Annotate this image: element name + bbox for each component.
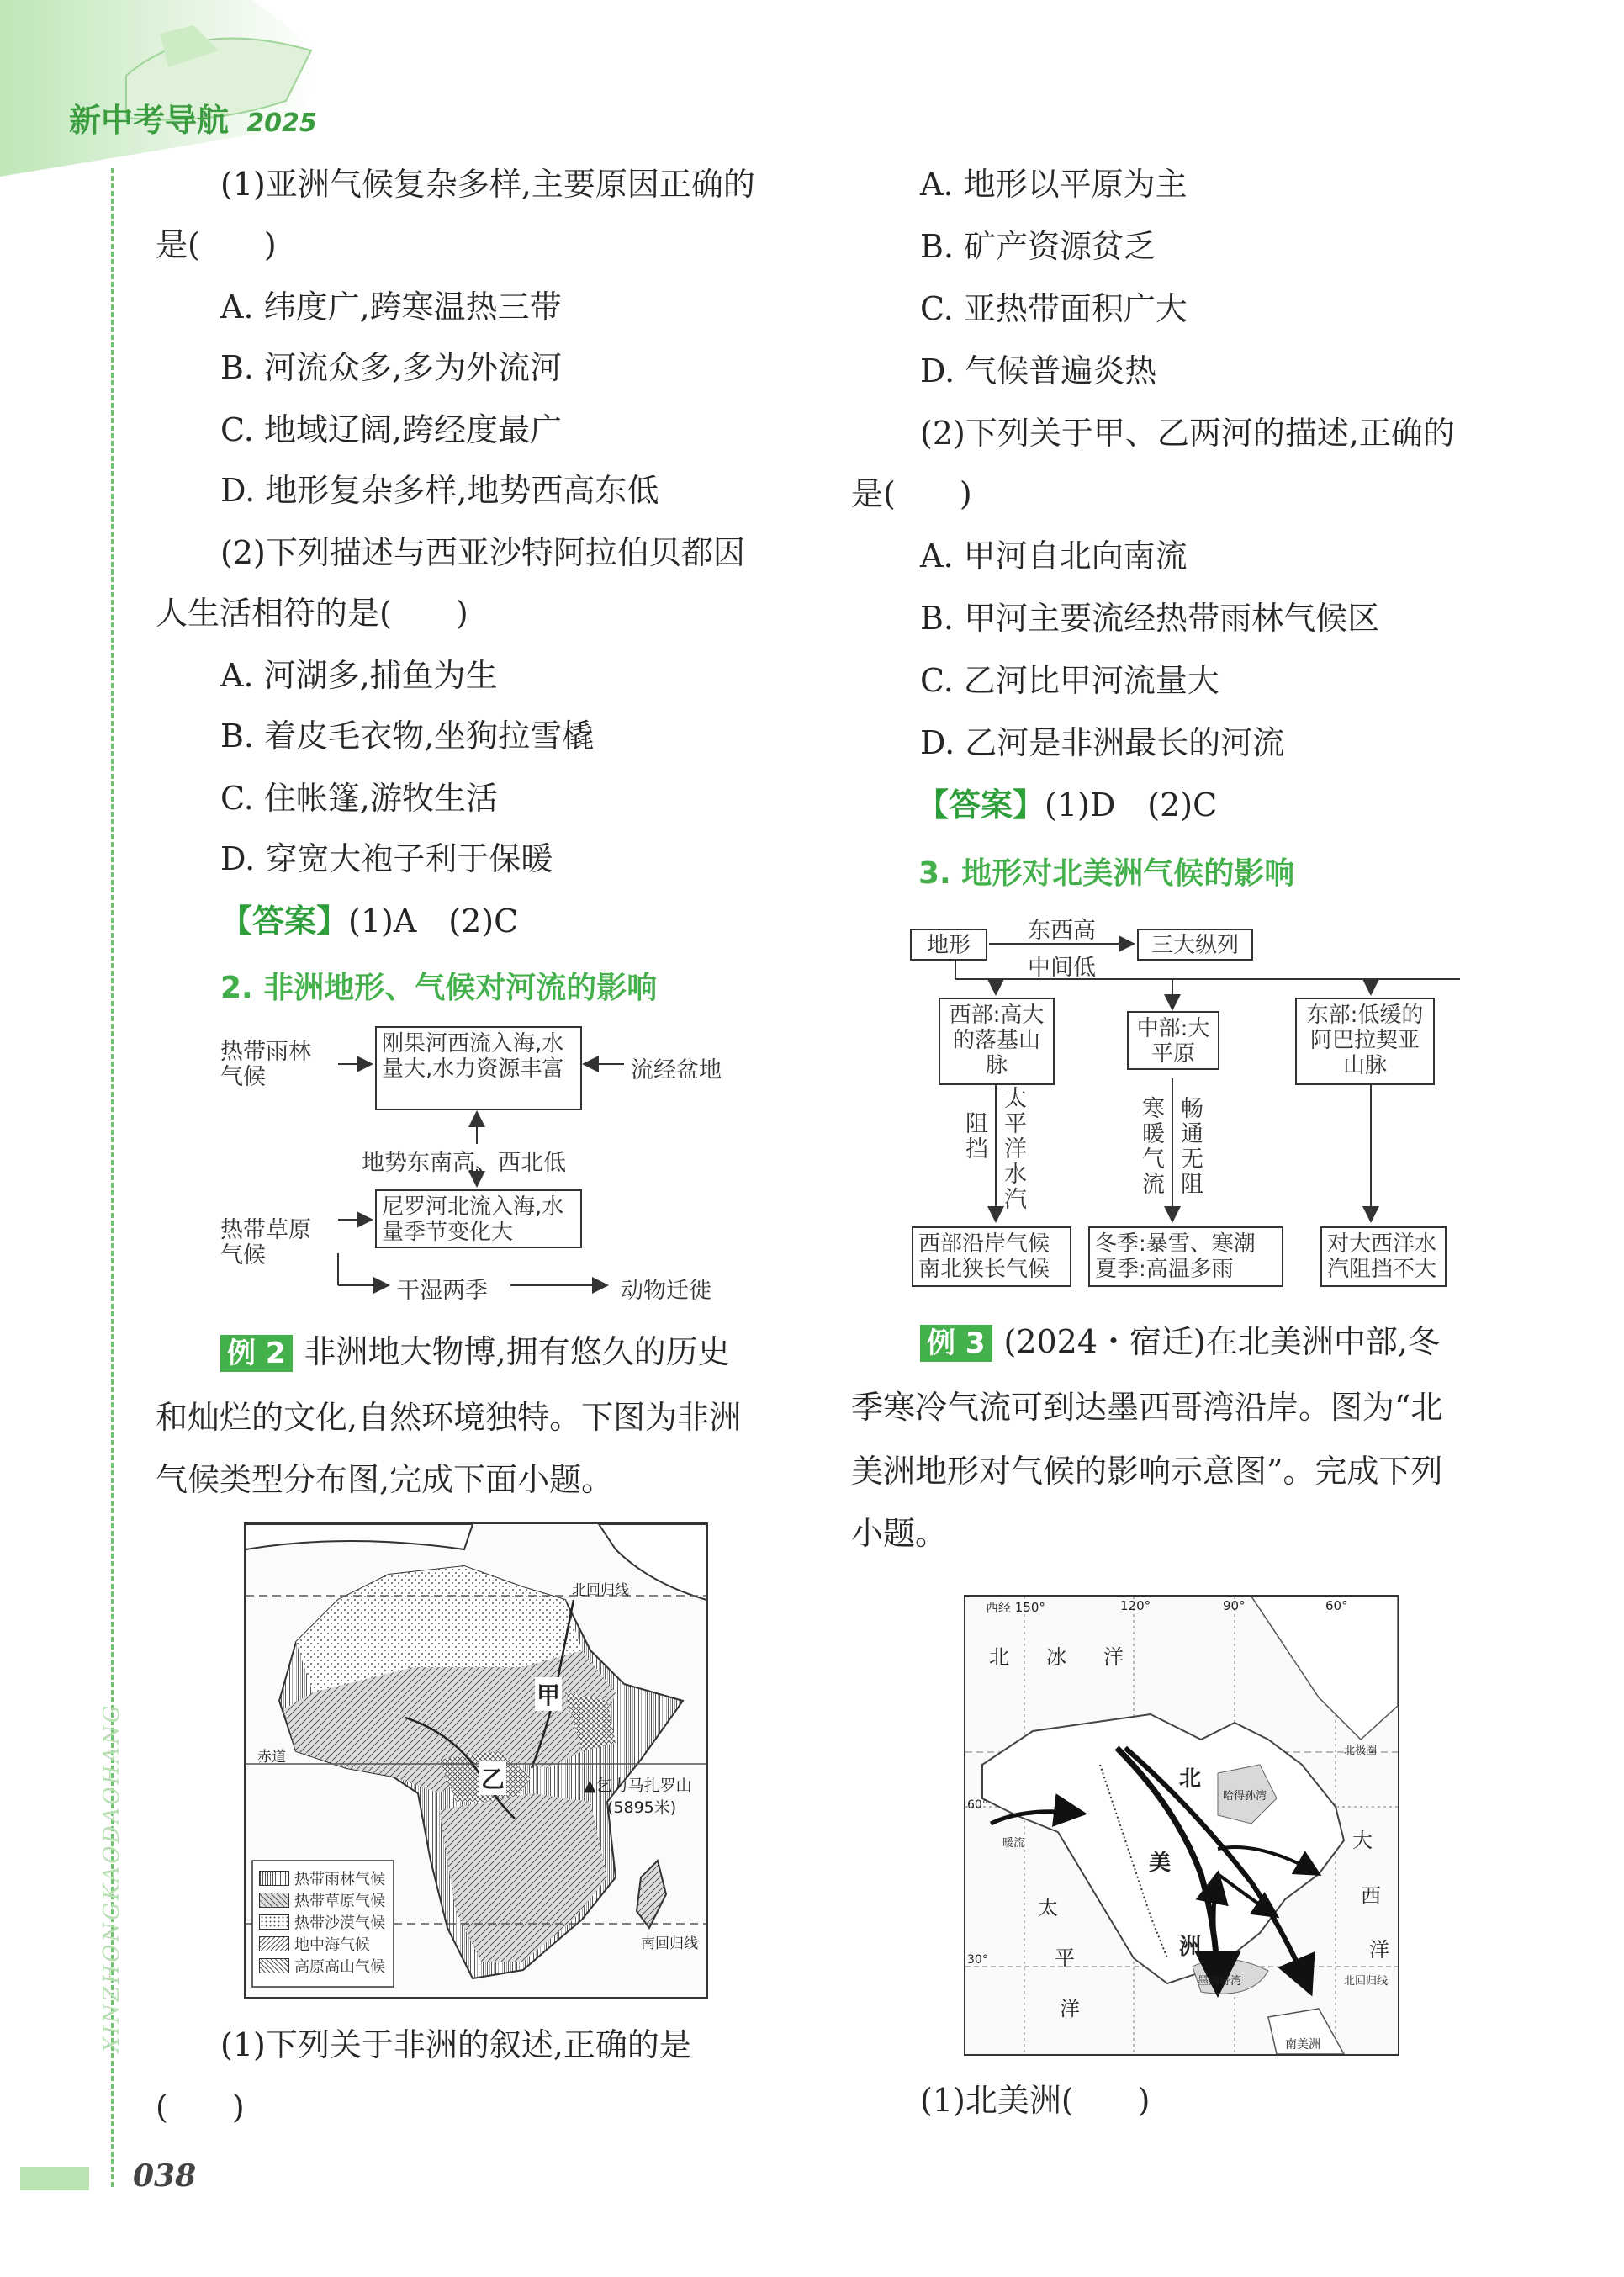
na-pacific-1: 太: [1038, 1896, 1058, 1920]
legend-swatch-hatch: [259, 1893, 289, 1908]
fc2-nile-box: 尼罗河北流入海,水量季节变化大: [375, 1189, 582, 1248]
fc3-middle-result-box: [1088, 1226, 1283, 1287]
header-year: 2025: [246, 109, 317, 138]
africa-tropic-north: 北回归线: [572, 1582, 629, 1599]
ship-banner-graphic: [0, 0, 353, 177]
na-lon90: 90°: [1223, 1598, 1246, 1613]
fc3-three-belts-box: 三大纵列: [1137, 929, 1253, 961]
fc2-dry-wet: 干湿两季: [397, 1278, 488, 1304]
right-q3-option-b: B. 矿产资源贫乏: [920, 228, 1156, 265]
right-answer-text: (1)D (2)C: [1045, 786, 1218, 823]
left-answer-tag: 【答案】: [220, 902, 349, 940]
left-q2-option-d: D. 穿宽大袍子利于保暖: [220, 840, 553, 877]
right-answer: [917, 786, 1217, 824]
right-q4-option-d: D. 乙河是非洲最长的河流: [920, 724, 1285, 761]
legend-rainforest: [259, 1867, 385, 1889]
legend-swatch-grid: [259, 1958, 289, 1973]
left-q1-option-c: C. 地域辽阔,跨经度最广: [220, 411, 562, 448]
left-q2-line1: (2)下列描述与西亚沙特阿拉伯贝都因: [220, 534, 745, 571]
legend-swatch-diag: [259, 1936, 289, 1951]
example2-text-1: 非洲地大物博,拥有悠久的历史: [304, 1333, 730, 1370]
left-q2-option-c: C. 住帐篷,游牧生活: [220, 780, 498, 817]
africa-kilimanjaro: ▲乞力马扎罗山: [584, 1777, 692, 1795]
left-q2-line2: 人生活相符的是( ): [156, 595, 468, 632]
na-arctic-circle: 北极圈: [1344, 1745, 1378, 1757]
left-section2-title: 2. 非洲地形、气候对河流的影响: [220, 971, 658, 1005]
example2-line2: 和灿烂的文化,自然环境独特。下图为非洲: [156, 1399, 742, 1436]
africa-climate-map: [244, 1522, 708, 1999]
right-q3-option-d: D. 气候普遍炎热: [920, 352, 1157, 389]
north-america-map: [964, 1595, 1399, 2056]
left-answer: [220, 902, 518, 940]
right-q4-option-a: A. 甲河自北向南流: [920, 537, 1188, 575]
fc3-pacific-vapor: 太平洋水汽: [1004, 1086, 1027, 1213]
flowchart-north-america: [905, 910, 1527, 1297]
fc2-congo-box: 刚果河西流入海,水量大,水力资源丰富: [375, 1026, 582, 1110]
africa-kilimanjaro-height: (5895米): [607, 1798, 677, 1817]
right-q3-option-a: A. 地形以平原为主: [920, 166, 1188, 203]
left-q1-line1: (1)亚洲气候复杂多样,主要原因正确的: [220, 166, 755, 203]
na-pacific-3: 洋: [1060, 1997, 1080, 2020]
example2-line1: [220, 1332, 730, 1372]
fc3-summer: 夏季:高温多雨: [1095, 1257, 1234, 1282]
right-answer-tag: 【答案】: [917, 786, 1045, 823]
na-hudson-bay: 哈得孙湾: [1223, 1790, 1267, 1803]
africa-legend: [259, 1867, 385, 1977]
legend-label: 热带雨林气候: [294, 1871, 385, 1888]
legend-swatch-vertical: [259, 1871, 289, 1886]
na-atlantic-3: 洋: [1369, 1938, 1389, 1962]
right-q4-option-b: B. 甲河主要流经热带雨林气候区: [920, 600, 1380, 637]
left-q1-line2: 是( ): [156, 226, 277, 263]
right-section3-title: 3. 地形对北美洲气候的影响: [918, 856, 1295, 891]
left-answer-text: (1)A (2)C: [348, 903, 519, 940]
legend-label: 热带草原气候: [294, 1893, 385, 1910]
fc2-migration: 动物迁徙: [621, 1278, 711, 1304]
na-atlantic-2: 西: [1361, 1884, 1381, 1908]
right-q4-option-c: C. 乙河比甲河流量大: [920, 662, 1219, 699]
legend-highland: [259, 1955, 385, 1977]
header-brand-text: 新中考导航: [69, 102, 230, 139]
legend-label: 热带沙漠气候: [294, 1914, 385, 1932]
left-q2-option-b: B. 着皮毛衣物,坐狗拉雪橇: [220, 718, 595, 755]
africa-river-jia: 甲: [535, 1677, 562, 1711]
example3-line2: 季寒冷气流可到达墨西哥湾沿岸。图为“北: [851, 1389, 1443, 1426]
header-brand: [69, 94, 317, 140]
right-q5: (1)北美洲( ): [920, 2082, 1151, 2119]
na-lon120: 120°: [1120, 1598, 1151, 1613]
na-arctic-1: 北: [989, 1645, 1009, 1669]
na-map-graphic: [965, 1597, 1398, 2054]
fc3-terrain-box: 地形: [910, 929, 987, 961]
fc3-west-box: 西部:高大的落基山脉: [939, 998, 1055, 1085]
example3-tag: 例 3: [920, 1325, 992, 1362]
africa-river-yi: 乙: [479, 1761, 506, 1795]
fc3-middle-box: 中部:大平原: [1127, 1011, 1219, 1070]
right-q4-line1: (2)下列关于甲、乙两河的描述,正确的: [920, 415, 1455, 452]
fc3-east-box: 东部:低缓的阿巴拉契亚山脉: [1295, 998, 1435, 1085]
fc3-east-result-box: 对大西洋水汽阻挡不大: [1320, 1226, 1447, 1287]
left-q1-option-d: D. 地形复杂多样,地势西高东低: [220, 472, 659, 509]
flowchart-africa: [220, 1018, 759, 1304]
example3-line3: 美洲地形对气候的影响示意图”。完成下列: [851, 1453, 1443, 1490]
left-q3-line2: ( ): [156, 2089, 245, 2126]
na-warm-current: 暖流: [1002, 1837, 1025, 1850]
fc3-west-result-box: 西部沿岸气候南北狭长气候: [912, 1226, 1071, 1287]
na-continent-1: 北: [1179, 1766, 1202, 1792]
fc3-block: 阻挡: [965, 1111, 988, 1162]
na-continent-3: 洲: [1179, 1935, 1202, 1960]
side-vertical-text: XINZHONGKAODAOHANG: [99, 1702, 124, 2052]
left-q2-option-a: A. 河湖多,捕鱼为生: [220, 657, 498, 694]
legend-label: 地中海气候: [294, 1936, 370, 1954]
legend-mediterranean: [259, 1933, 385, 1955]
fc2-rainforest: 热带雨林气候: [220, 1039, 311, 1090]
header-banner: [0, 0, 353, 177]
legend-swatch-dots: [259, 1914, 289, 1930]
fc3-unobstructed: 畅通无阻: [1181, 1096, 1203, 1198]
legend-savanna: [259, 1889, 385, 1911]
africa-equator: 赤道: [257, 1749, 286, 1766]
na-lat30: 30°: [967, 1953, 988, 1967]
na-gulf-mexico: 墨西哥湾: [1198, 1975, 1242, 1988]
na-continent-2: 美: [1149, 1851, 1172, 1876]
page-number: 038: [133, 2158, 197, 2194]
fc3-cold-warm: 寒暖气流: [1142, 1096, 1165, 1198]
left-q1-option-a: A. 纬度广,跨寒温热三带: [220, 289, 562, 326]
na-arctic-3: 洋: [1103, 1645, 1124, 1669]
example3-line4: 小题。: [851, 1515, 948, 1552]
africa-tropic-south: 南回归线: [641, 1935, 698, 1952]
footer-bar: [20, 2167, 89, 2190]
fc3-mid-low: 中间低: [1028, 955, 1096, 981]
right-q3-option-c: C. 亚热带面积广大: [920, 290, 1188, 327]
example3-line1: [920, 1322, 1440, 1362]
na-arctic-2: 冰: [1046, 1645, 1066, 1669]
example3-text-1: (2024・宿迁)在北美洲中部,冬: [1003, 1323, 1440, 1360]
na-lon60: 60°: [1325, 1598, 1348, 1613]
fc3-ew-high: 东西高: [1028, 918, 1096, 944]
example2-line3: 气候类型分布图,完成下面小题。: [156, 1461, 614, 1498]
na-south-america: 南美洲: [1285, 2038, 1320, 2052]
legend-desert: [259, 1911, 385, 1933]
legend-label: 高原高山气候: [294, 1958, 385, 1976]
na-lon150: 西经 150°: [986, 1600, 1045, 1615]
na-lat60: 60°: [967, 1798, 988, 1812]
fc3-winter: 冬季:暴雪、寒潮: [1095, 1231, 1256, 1257]
left-q1-option-b: B. 河流众多,多为外流河: [220, 349, 563, 386]
fc2-basin: 流经盆地: [631, 1057, 722, 1083]
na-tropic: 北回归线: [1344, 1975, 1389, 1988]
left-q3-line1: (1)下列关于非洲的叙述,正确的是: [220, 2026, 691, 2063]
fc2-terrain: 地势东南高、西北低: [362, 1150, 566, 1176]
na-atlantic-1: 大: [1352, 1829, 1373, 1852]
right-q4-line2: 是( ): [851, 475, 972, 512]
fc2-savanna: 热带草原气候: [220, 1217, 311, 1268]
na-pacific-2: 平: [1055, 1946, 1075, 1970]
example2-tag: 例 2: [220, 1335, 293, 1372]
